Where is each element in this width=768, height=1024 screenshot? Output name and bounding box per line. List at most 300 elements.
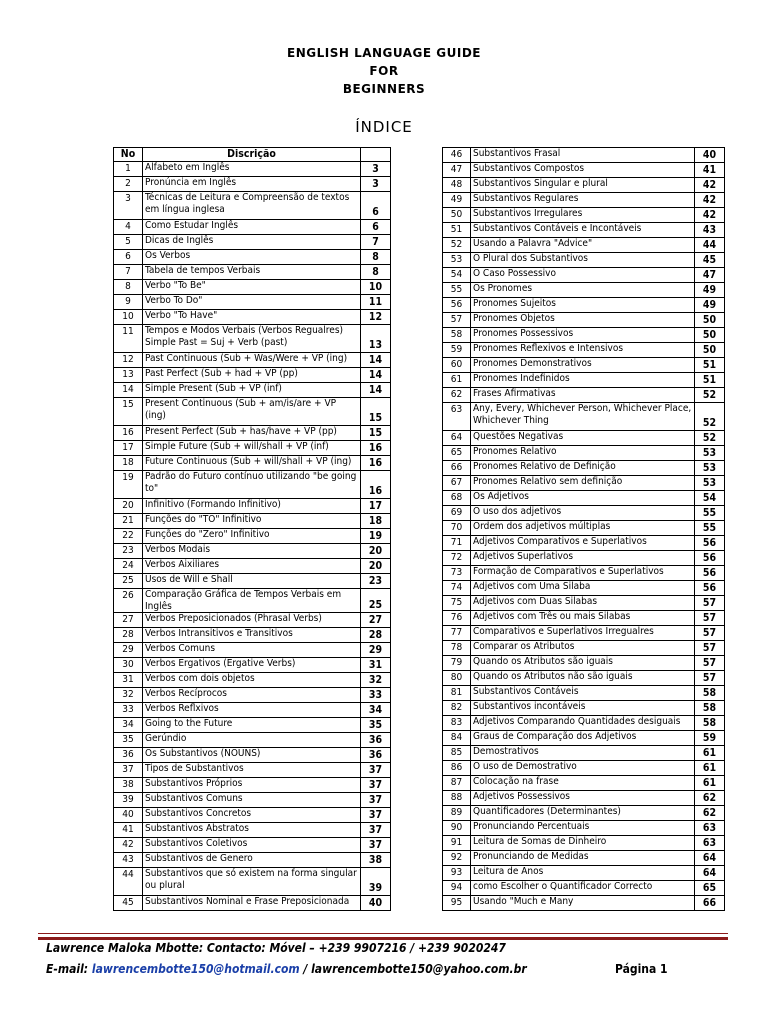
row-page-number: 50 bbox=[695, 328, 725, 343]
row-number: 20 bbox=[114, 499, 143, 514]
row-description: Substantivos Compostos bbox=[471, 163, 695, 178]
row-number: 10 bbox=[114, 310, 143, 325]
row-description: Verbos Ergativos (Ergative Verbs) bbox=[143, 658, 361, 673]
row-page-number: 52 bbox=[695, 403, 725, 431]
index-row bbox=[443, 671, 725, 686]
row-description: Substantivos Concretos bbox=[143, 808, 361, 823]
row-description: Substantivos Regulares bbox=[471, 193, 695, 208]
index-row bbox=[443, 746, 725, 761]
row-number: 45 bbox=[114, 896, 143, 911]
row-description: Adjetivos Comparativos e Superlativos bbox=[471, 536, 695, 551]
title-line-1: ENGLISH LANGUAGE GUIDE bbox=[287, 46, 481, 60]
index-row bbox=[443, 461, 725, 476]
index-row bbox=[114, 574, 391, 589]
row-number: 42 bbox=[114, 838, 143, 853]
row-number: 54 bbox=[443, 268, 471, 283]
row-description: Verbos com dois objetos bbox=[143, 673, 361, 688]
row-page-number: 37 bbox=[361, 793, 391, 808]
index-row bbox=[443, 328, 725, 343]
row-page-number: 52 bbox=[695, 431, 725, 446]
index-row bbox=[443, 821, 725, 836]
row-page-number: 56 bbox=[695, 536, 725, 551]
row-page-number: 31 bbox=[361, 658, 391, 673]
row-number: 22 bbox=[114, 529, 143, 544]
row-number: 15 bbox=[114, 398, 143, 426]
column-header-description: Discrição bbox=[143, 148, 361, 162]
row-number: 32 bbox=[114, 688, 143, 703]
row-page-number: 3 bbox=[361, 162, 391, 177]
row-page-number: 11 bbox=[361, 295, 391, 310]
row-description: Leitura de Anos bbox=[471, 866, 695, 881]
row-description: Os Substantivos (NOUNS) bbox=[143, 748, 361, 763]
row-page-number: 51 bbox=[695, 358, 725, 373]
row-number: 6 bbox=[114, 250, 143, 265]
row-description: Verbo To Do" bbox=[143, 295, 361, 310]
row-description: Tipos de Substantivos bbox=[143, 763, 361, 778]
index-row bbox=[443, 223, 725, 238]
index-row bbox=[443, 358, 725, 373]
row-page-number: 57 bbox=[695, 641, 725, 656]
index-row bbox=[443, 686, 725, 701]
row-description: Substantivos Nominal e Frase Preposicionada bbox=[143, 896, 361, 911]
row-description: Pronunciando Percentuais bbox=[471, 821, 695, 836]
row-number: 66 bbox=[443, 461, 471, 476]
row-page-number: 37 bbox=[361, 763, 391, 778]
row-page-number: 16 bbox=[361, 441, 391, 456]
row-page-number: 42 bbox=[695, 178, 725, 193]
row-number: 13 bbox=[114, 368, 143, 383]
row-page-number: 8 bbox=[361, 250, 391, 265]
row-description: Adjetivos Comparando Quantidades desiguais bbox=[471, 716, 695, 731]
index-row bbox=[443, 776, 725, 791]
index-table-left bbox=[113, 147, 391, 911]
row-page-number: 14 bbox=[361, 368, 391, 383]
row-description: Substantivos Comuns bbox=[143, 793, 361, 808]
row-number: 37 bbox=[114, 763, 143, 778]
row-number: 28 bbox=[114, 628, 143, 643]
row-description: Adjetivos com Duas Silabas bbox=[471, 596, 695, 611]
row-description: Simple Present (Sub + VP (inf) bbox=[143, 383, 361, 398]
index-row bbox=[114, 628, 391, 643]
row-description: Substantivos Singular e plural bbox=[471, 178, 695, 193]
row-number: 12 bbox=[114, 353, 143, 368]
row-description: Verbo "To Be" bbox=[143, 280, 361, 295]
row-description: Substantivos Irregulares bbox=[471, 208, 695, 223]
row-number: 56 bbox=[443, 298, 471, 313]
row-number: 76 bbox=[443, 611, 471, 626]
row-description: Substantivos de Genero bbox=[143, 853, 361, 868]
index-row bbox=[114, 441, 391, 456]
row-number: 77 bbox=[443, 626, 471, 641]
index-row bbox=[443, 536, 725, 551]
row-page-number: 12 bbox=[361, 310, 391, 325]
row-number: 50 bbox=[443, 208, 471, 223]
index-row bbox=[114, 643, 391, 658]
row-page-number: 6 bbox=[361, 220, 391, 235]
row-description: Colocação na frase bbox=[471, 776, 695, 791]
row-description: Questões Negativas bbox=[471, 431, 695, 446]
row-description: Graus de Comparação dos Adjetivos bbox=[471, 731, 695, 746]
index-row bbox=[443, 551, 725, 566]
row-number: 93 bbox=[443, 866, 471, 881]
row-description: Alfabeto em Inglês bbox=[143, 162, 361, 177]
row-number: 31 bbox=[114, 673, 143, 688]
row-number: 34 bbox=[114, 718, 143, 733]
index-row bbox=[443, 388, 725, 403]
row-description: Técnicas de Leitura e Compreensão de textos em língua inglesa bbox=[143, 192, 361, 220]
index-row bbox=[114, 529, 391, 544]
index-row bbox=[114, 703, 391, 718]
row-page-number: 55 bbox=[695, 521, 725, 536]
row-number: 30 bbox=[114, 658, 143, 673]
email-separator: / bbox=[299, 962, 312, 976]
row-description: Padrão do Futuro contínuo utilizando "be going to" bbox=[143, 471, 361, 499]
row-number: 3 bbox=[114, 192, 143, 220]
index-row bbox=[443, 446, 725, 461]
index-row bbox=[443, 403, 725, 431]
index-row bbox=[443, 581, 725, 596]
row-number: 19 bbox=[114, 471, 143, 499]
index-row bbox=[443, 148, 725, 163]
index-row bbox=[443, 716, 725, 731]
row-number: 5 bbox=[114, 235, 143, 250]
row-page-number: 58 bbox=[695, 686, 725, 701]
row-description: Formação de Comparativos e Superlativos bbox=[471, 566, 695, 581]
row-page-number: 65 bbox=[695, 881, 725, 896]
row-description: Substantivos Frasal bbox=[471, 148, 695, 163]
title-line-3: BEGINNERS bbox=[342, 82, 426, 96]
index-row bbox=[443, 313, 725, 328]
row-page-number: 45 bbox=[695, 253, 725, 268]
row-description: Infinitivo (Formando Infinitivo) bbox=[143, 499, 361, 514]
row-description: Comparação Gráfica de Tempos Verbais em Inglês bbox=[143, 589, 361, 613]
row-description: Quando os Atributos não são iguais bbox=[471, 671, 695, 686]
row-page-number: 63 bbox=[695, 836, 725, 851]
row-description: Pronomes Relativo de Definição bbox=[471, 461, 695, 476]
row-number: 87 bbox=[443, 776, 471, 791]
row-description: Any, Every, Whichever Person, Whichever Place, Whichever Thing bbox=[471, 403, 695, 431]
row-number: 62 bbox=[443, 388, 471, 403]
row-description: Os Pronomes bbox=[471, 283, 695, 298]
row-description: Substantivos Abstratos bbox=[143, 823, 361, 838]
index-row bbox=[443, 656, 725, 671]
row-description: Pronunciando de Medidas bbox=[471, 851, 695, 866]
row-page-number: 20 bbox=[361, 544, 391, 559]
row-number: 64 bbox=[443, 431, 471, 446]
row-page-number: 23 bbox=[361, 574, 391, 589]
row-number: 2 bbox=[114, 177, 143, 192]
row-page-number: 57 bbox=[695, 596, 725, 611]
row-page-number: 43 bbox=[695, 223, 725, 238]
row-number: 52 bbox=[443, 238, 471, 253]
index-row bbox=[443, 238, 725, 253]
row-number: 65 bbox=[443, 446, 471, 461]
row-description: Ordem dos adjetivos múltiplas bbox=[471, 521, 695, 536]
index-row bbox=[114, 499, 391, 514]
row-number: 44 bbox=[114, 868, 143, 896]
row-description: Verbo "To Have" bbox=[143, 310, 361, 325]
row-page-number: 61 bbox=[695, 761, 725, 776]
index-row bbox=[114, 162, 391, 177]
row-number: 49 bbox=[443, 193, 471, 208]
row-number: 67 bbox=[443, 476, 471, 491]
row-description: Adjetivos com Uma Silaba bbox=[471, 581, 695, 596]
index-row bbox=[443, 268, 725, 283]
index-row bbox=[114, 426, 391, 441]
row-description: Como Estudar Inglês bbox=[143, 220, 361, 235]
row-description: Pronomes Demonstrativos bbox=[471, 358, 695, 373]
row-page-number: 32 bbox=[361, 673, 391, 688]
index-row bbox=[114, 310, 391, 325]
row-description: Verbos Recíprocos bbox=[143, 688, 361, 703]
index-row bbox=[443, 806, 725, 821]
row-page-number: 57 bbox=[695, 611, 725, 626]
index-row bbox=[443, 373, 725, 388]
index-row bbox=[114, 325, 391, 353]
row-page-number: 35 bbox=[361, 718, 391, 733]
row-description: Verbos Aixiliares bbox=[143, 559, 361, 574]
row-description: Os Adjetivos bbox=[471, 491, 695, 506]
row-page-number: 55 bbox=[695, 506, 725, 521]
row-number: 36 bbox=[114, 748, 143, 763]
row-description: Substantivos Próprios bbox=[143, 778, 361, 793]
footer-divider-thick bbox=[38, 937, 728, 940]
row-number: 35 bbox=[114, 733, 143, 748]
index-row bbox=[443, 298, 725, 313]
row-description: Pronomes Relativo sem definição bbox=[471, 476, 695, 491]
email-link-hotmail[interactable]: lawrencembotte150@hotmail.com bbox=[91, 962, 300, 976]
index-row bbox=[114, 658, 391, 673]
row-page-number: 42 bbox=[695, 208, 725, 223]
row-description: Pronomes Possessivos bbox=[471, 328, 695, 343]
index-row bbox=[114, 748, 391, 763]
row-description: Funções do "TO" Infinitivo bbox=[143, 514, 361, 529]
index-row bbox=[114, 280, 391, 295]
row-description: Pronomes Reflexivos e Intensivos bbox=[471, 343, 695, 358]
row-description: Gerúndio bbox=[143, 733, 361, 748]
index-row bbox=[443, 881, 725, 896]
row-number: 7 bbox=[114, 265, 143, 280]
row-description: Present Perfect (Sub + has/have + VP (pp) bbox=[143, 426, 361, 441]
row-page-number: 49 bbox=[695, 283, 725, 298]
index-row bbox=[443, 163, 725, 178]
column-header-page bbox=[361, 148, 391, 162]
row-page-number: 54 bbox=[695, 491, 725, 506]
index-row bbox=[114, 808, 391, 823]
index-row bbox=[114, 673, 391, 688]
row-page-number: 59 bbox=[695, 731, 725, 746]
row-page-number: 61 bbox=[695, 746, 725, 761]
row-page-number: 18 bbox=[361, 514, 391, 529]
row-description: Simple Future (Sub + will/shall + VP (inf) bbox=[143, 441, 361, 456]
index-row bbox=[114, 896, 391, 911]
row-description: Substantivos Contáveis e Incontáveis bbox=[471, 223, 695, 238]
index-row bbox=[114, 177, 391, 192]
row-number: 58 bbox=[443, 328, 471, 343]
index-row bbox=[443, 343, 725, 358]
row-page-number: 14 bbox=[361, 383, 391, 398]
row-page-number: 3 bbox=[361, 177, 391, 192]
footer-contact: Lawrence Maloka Mbotte: Contacto: Móvel – +239 9907216 / +239 9020247 bbox=[46, 941, 506, 955]
row-description: Os Verbos bbox=[143, 250, 361, 265]
row-number: 61 bbox=[443, 373, 471, 388]
row-description: O uso dos adjetivos bbox=[471, 506, 695, 521]
row-description: Quantificadores (Determinantes) bbox=[471, 806, 695, 821]
row-number: 26 bbox=[114, 589, 143, 613]
row-description: O uso de Demostrativo bbox=[471, 761, 695, 776]
row-number: 75 bbox=[443, 596, 471, 611]
row-number: 85 bbox=[443, 746, 471, 761]
row-number: 21 bbox=[114, 514, 143, 529]
row-page-number: 29 bbox=[361, 643, 391, 658]
row-number: 84 bbox=[443, 731, 471, 746]
row-page-number: 37 bbox=[361, 838, 391, 853]
row-description: Pronomes Objetos bbox=[471, 313, 695, 328]
row-description: Going to the Future bbox=[143, 718, 361, 733]
row-page-number: 57 bbox=[695, 626, 725, 641]
row-description: Verbos Comuns bbox=[143, 643, 361, 658]
row-description: Tabela de tempos Verbais bbox=[143, 265, 361, 280]
footer-email-line bbox=[46, 962, 527, 976]
row-number: 86 bbox=[443, 761, 471, 776]
row-page-number: 56 bbox=[695, 566, 725, 581]
row-page-number: 62 bbox=[695, 806, 725, 821]
row-description: Past Continuous (Sub + Was/Were + VP (ing) bbox=[143, 353, 361, 368]
row-number: 89 bbox=[443, 806, 471, 821]
index-table-right bbox=[442, 147, 725, 911]
row-page-number: 13 bbox=[361, 325, 391, 353]
row-number: 63 bbox=[443, 403, 471, 431]
index-row bbox=[114, 235, 391, 250]
row-number: 81 bbox=[443, 686, 471, 701]
row-page-number: 39 bbox=[361, 868, 391, 896]
row-description: Present Continuous (Sub + am/is/are + VP (ing) bbox=[143, 398, 361, 426]
row-page-number: 27 bbox=[361, 613, 391, 628]
index-row bbox=[114, 368, 391, 383]
document-title bbox=[0, 44, 768, 98]
row-page-number: 8 bbox=[361, 265, 391, 280]
row-number: 60 bbox=[443, 358, 471, 373]
row-number: 70 bbox=[443, 521, 471, 536]
row-description: Pronomes Indefinidos bbox=[471, 373, 695, 388]
index-row bbox=[443, 896, 725, 911]
page-number: Página 1 bbox=[615, 962, 668, 976]
row-page-number: 57 bbox=[695, 656, 725, 671]
row-page-number: 53 bbox=[695, 461, 725, 476]
index-row bbox=[114, 265, 391, 280]
index-row bbox=[114, 559, 391, 574]
row-page-number: 14 bbox=[361, 353, 391, 368]
index-row bbox=[114, 471, 391, 499]
row-page-number: 37 bbox=[361, 823, 391, 838]
row-page-number: 62 bbox=[695, 791, 725, 806]
row-number: 14 bbox=[114, 383, 143, 398]
index-row bbox=[443, 506, 725, 521]
row-description: Substantivos incontáveis bbox=[471, 701, 695, 716]
row-page-number: 49 bbox=[695, 298, 725, 313]
row-description: Adjetivos Possessivos bbox=[471, 791, 695, 806]
row-number: 74 bbox=[443, 581, 471, 596]
row-number: 25 bbox=[114, 574, 143, 589]
row-page-number: 20 bbox=[361, 559, 391, 574]
row-number: 47 bbox=[443, 163, 471, 178]
row-description: Future Continuous (Sub + will/shall + VP (ing) bbox=[143, 456, 361, 471]
row-number: 57 bbox=[443, 313, 471, 328]
row-description: Pronomes Relativo bbox=[471, 446, 695, 461]
row-page-number: 38 bbox=[361, 853, 391, 868]
row-description: Frases Afirmativas bbox=[471, 388, 695, 403]
row-number: 11 bbox=[114, 325, 143, 353]
index-row bbox=[114, 868, 391, 896]
row-page-number: 58 bbox=[695, 716, 725, 731]
index-row bbox=[114, 398, 391, 426]
index-heading: ÍNDICE bbox=[355, 118, 413, 136]
row-page-number: 56 bbox=[695, 581, 725, 596]
row-number: 39 bbox=[114, 793, 143, 808]
row-number: 51 bbox=[443, 223, 471, 238]
row-number: 41 bbox=[114, 823, 143, 838]
row-page-number: 6 bbox=[361, 192, 391, 220]
title-line-2: FOR bbox=[369, 64, 399, 78]
row-description: Verbos Modais bbox=[143, 544, 361, 559]
row-number: 33 bbox=[114, 703, 143, 718]
row-number: 17 bbox=[114, 441, 143, 456]
row-description: Leitura de Somas de Dinheiro bbox=[471, 836, 695, 851]
row-description: Verbos Preposicionados (Phrasal Verbs) bbox=[143, 613, 361, 628]
index-row bbox=[443, 701, 725, 716]
row-description: Demostrativos bbox=[471, 746, 695, 761]
index-row bbox=[114, 733, 391, 748]
row-number: 43 bbox=[114, 853, 143, 868]
index-row bbox=[443, 193, 725, 208]
index-row bbox=[114, 353, 391, 368]
row-number: 1 bbox=[114, 162, 143, 177]
row-page-number: 52 bbox=[695, 388, 725, 403]
row-page-number: 57 bbox=[695, 671, 725, 686]
row-number: 92 bbox=[443, 851, 471, 866]
row-page-number: 19 bbox=[361, 529, 391, 544]
index-row bbox=[114, 778, 391, 793]
row-description: Usando a Palavra "Advice" bbox=[471, 238, 695, 253]
row-description: Substantivos que só existem na forma singular ou plural bbox=[143, 868, 361, 896]
column-header-no: No bbox=[114, 148, 143, 162]
row-page-number: 50 bbox=[695, 313, 725, 328]
row-description: O Caso Possessivo bbox=[471, 268, 695, 283]
row-number: 94 bbox=[443, 881, 471, 896]
row-description: Substantivos Coletivos bbox=[143, 838, 361, 853]
index-rows-right bbox=[443, 148, 725, 911]
index-row bbox=[114, 220, 391, 235]
row-number: 73 bbox=[443, 566, 471, 581]
row-page-number: 36 bbox=[361, 748, 391, 763]
index-row bbox=[114, 544, 391, 559]
row-page-number: 56 bbox=[695, 551, 725, 566]
row-page-number: 53 bbox=[695, 446, 725, 461]
index-row bbox=[114, 613, 391, 628]
index-row bbox=[443, 836, 725, 851]
row-page-number: 17 bbox=[361, 499, 391, 514]
footer-divider-thin bbox=[38, 933, 728, 934]
row-number: 95 bbox=[443, 896, 471, 911]
row-description: Funções do "Zero" Infinitivo bbox=[143, 529, 361, 544]
row-number: 38 bbox=[114, 778, 143, 793]
index-row bbox=[443, 596, 725, 611]
index-row bbox=[114, 295, 391, 310]
row-description: Substantivos Contáveis bbox=[471, 686, 695, 701]
index-row bbox=[443, 626, 725, 641]
index-row bbox=[443, 476, 725, 491]
row-number: 48 bbox=[443, 178, 471, 193]
